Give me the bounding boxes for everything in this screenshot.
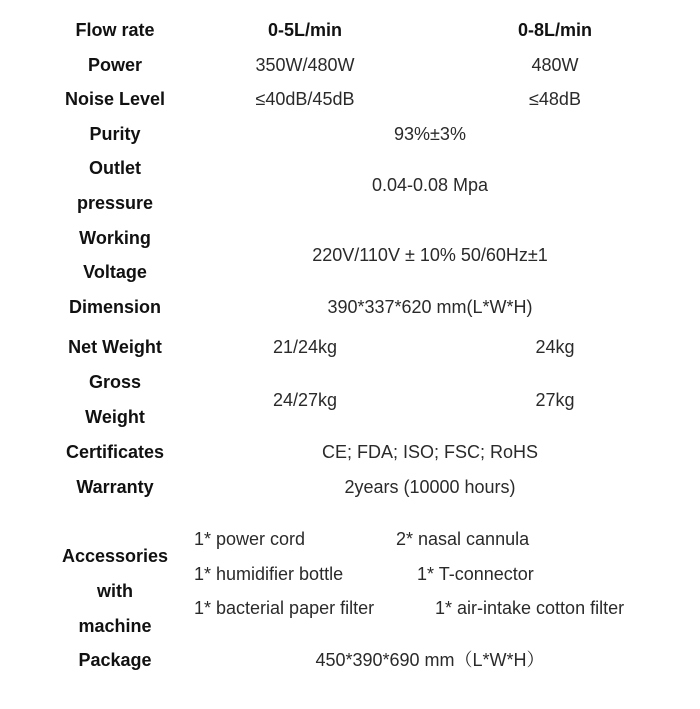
row-label-line: Weight <box>85 407 145 427</box>
cell-value: 350W/480W <box>255 55 355 75</box>
column-header-model-1: 0-5L/min <box>267 20 342 40</box>
row-label: Package <box>78 650 152 670</box>
row-label-line: Voltage <box>83 262 147 282</box>
cell-value: ≤48dB <box>529 89 581 109</box>
row-label-line: with <box>97 581 133 601</box>
cell-value: 480W <box>531 55 579 75</box>
cell-value: 24/27kg <box>272 390 338 410</box>
row-label-line: Accessories <box>61 546 169 566</box>
row-label: Warranty <box>76 477 154 497</box>
accessory-item: 1* bacterial paper filter <box>194 598 375 618</box>
accessory-item: 2* nasal cannula <box>396 529 530 549</box>
row-label-line: Working <box>79 228 151 248</box>
row-label: Dimension <box>68 297 161 317</box>
cell-value: 0.04-0.08 Mpa <box>371 175 489 195</box>
row-label: Purity <box>89 124 141 144</box>
cell-value: ≤40dB/45dB <box>255 89 355 109</box>
cell-value: 390*337*620 mm(L*W*H) <box>327 297 533 317</box>
row-label: Flow rate <box>75 20 155 40</box>
cell-value: 220V/110V ± 10% 50/60Hz±1 <box>312 245 548 265</box>
accessory-item: 1* T-connector <box>417 564 534 584</box>
cell-value: CE; FDA; ISO; FSC; RoHS <box>321 442 539 462</box>
row-label-line: Outlet <box>89 158 141 178</box>
row-label-line: Gross <box>88 372 142 392</box>
row-label: Certificates <box>65 442 165 462</box>
row-label: Power <box>87 55 143 75</box>
cell-value: 24kg <box>535 337 575 357</box>
cell-value: 93%±3% <box>394 124 466 144</box>
row-label: Net Weight <box>68 337 162 357</box>
row-label-line: pressure <box>76 193 154 213</box>
accessory-item: 1* air-intake cotton filter <box>435 598 625 618</box>
accessory-item: 1* power cord <box>194 529 306 549</box>
cell-value: 21/24kg <box>272 337 338 357</box>
accessory-item: 1* humidifier bottle <box>194 564 344 584</box>
row-label: Noise Level <box>64 89 166 109</box>
row-label-line: machine <box>78 616 152 636</box>
cell-value: 27kg <box>535 390 575 410</box>
cell-value: 450*390*690 mm（L*W*H） <box>315 650 545 670</box>
cell-value: 2years (10000 hours) <box>344 477 516 497</box>
column-header-model-2: 0-8L/min <box>517 20 592 40</box>
